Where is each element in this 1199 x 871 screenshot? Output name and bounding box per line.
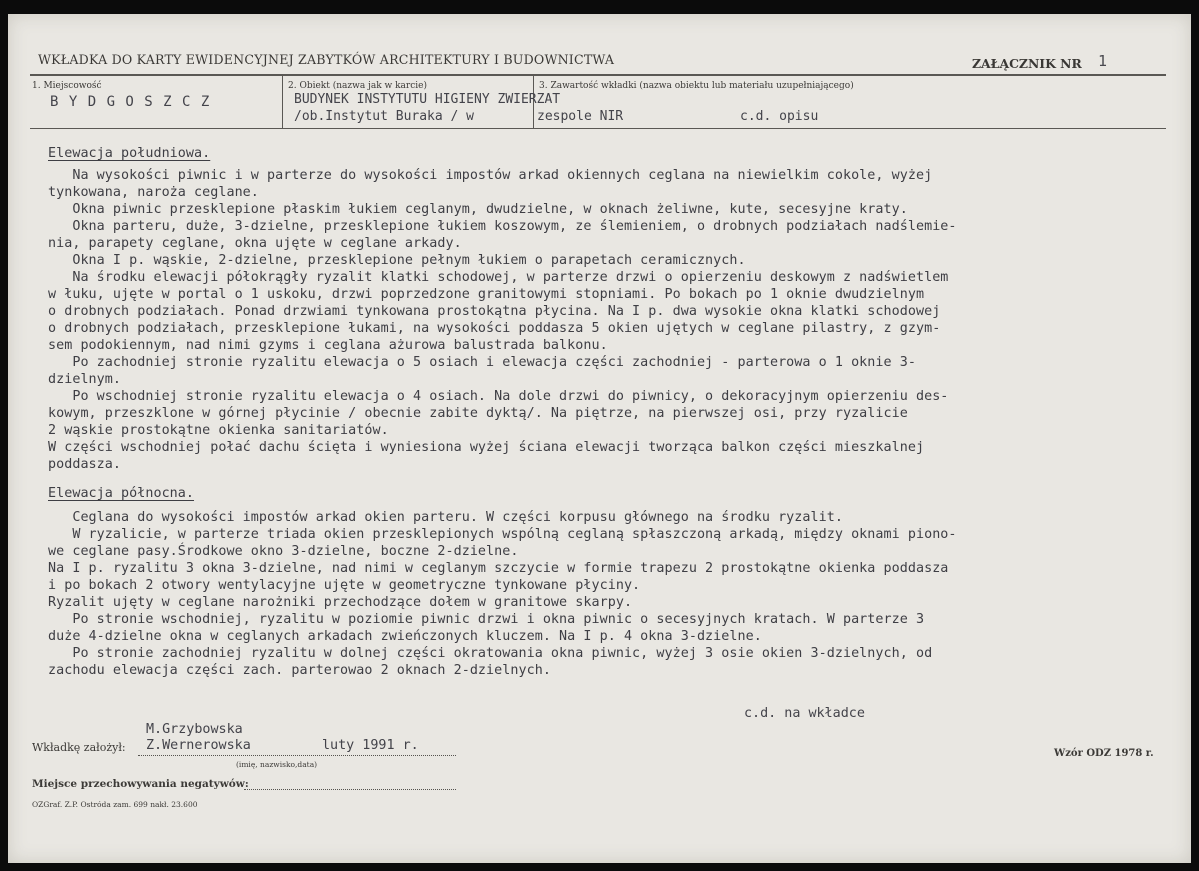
- object-caption: 2. Obiekt (nazwa jak w karcie): [288, 81, 427, 91]
- storage-label: Miejsce przechowywania negatywów:: [32, 778, 249, 790]
- body-line: w łuku, ujęte w portal o 1 uskoku, drzwi poprzedzone granitowymi stopniami. Po bokach po 1 oknie dwudzielnym: [48, 287, 925, 302]
- attachment-number: 1: [1098, 52, 1108, 70]
- body-line: Ryzalit ujęty w ceglane narożniki przechodzące dołem w granitowe skarpy.: [48, 595, 633, 610]
- body-line: Po stronie zachodniej ryzalitu w dolnej części okratowania okna piwnic, wyżej 3 osie okien 3-dzielnych, od: [48, 646, 933, 661]
- body-line: i po bokach 2 otwory wentylacyjne ujęte w geometryczne tynkowane płyciny.: [48, 578, 641, 593]
- section-heading-south: Elewacja południowa.: [48, 146, 211, 161]
- object-line-1: BUDYNEK INSTYTUTU HIGIENY ZWIERZAT: [294, 92, 561, 107]
- continued-note: c.d. na wkładce: [744, 706, 865, 721]
- content-caption: 3. Zawartość wkładki (nazwa obiektu lub materiału uzupełniającego): [539, 81, 854, 91]
- author-1: M.Grzybowska: [146, 722, 243, 737]
- locality-value: B Y D G O S Z C Z: [50, 94, 211, 110]
- field-divider-1: [282, 75, 283, 129]
- body-line: zachodu elewacja części zach. parterowao 2 oknach 2-dzielnych.: [48, 663, 551, 678]
- body-line: Okna I p. wąskie, 2-dzielne, przesklepione pełnym łukiem o parapetach ceramicznych.: [48, 253, 746, 268]
- inventory-card-insert: [8, 14, 1191, 863]
- signature-caption: (imię, nazwisko,data): [236, 760, 318, 769]
- body-line: Po wschodniej stronie ryzalitu elewacja o 4 osiach. Na dole drzwi do piwnicy, o dekoracyjnym opierzeniu des-: [48, 389, 949, 404]
- body-line: kowym, przeszklone w górnej płycinie / obecnie zabite dyktą/. Na piętrze, na pierwszej osi, przy ryzalicie: [48, 406, 908, 421]
- attachment-label: ZAŁĄCZNIK NR: [972, 56, 1082, 71]
- body-line: dzielnym.: [48, 372, 122, 387]
- body-line: Na wysokości piwnic i w parterze do wysokości impostów arkad okiennych ceglana na niewielkim cokole, wyżej: [48, 168, 933, 183]
- form-title: WKŁADKA DO KARTY EWIDENCYJNEJ ZABYTKÓW ARCHITEKTURY I BUDOWNICTWA: [38, 52, 615, 67]
- printer-note: OZGraf. Z.P. Ostróda zam. 699 nakł. 23.600: [32, 800, 198, 809]
- section-heading-north: Elewacja północna.: [48, 486, 195, 501]
- body-line: Okna piwnic przesklepione płaskim łukiem ceglanym, dwudzielne, w oknach żeliwne, kute, secesyjne kraty.: [48, 202, 908, 217]
- body-line: o drobnych podziałach. Ponad drzwiami tynkowana prostokątna płycina. Na I p. dwa wysokie okna klatki schodowej: [48, 304, 941, 319]
- header-rule-top: [30, 74, 1166, 76]
- body-line: Po stronie wschodniej, ryzalitu w poziomie piwnic drzwi i okna piwnic o secesyjnych kratach. W parterze 3: [48, 612, 925, 627]
- form-code: Wzór ODZ 1978 r.: [1054, 748, 1154, 759]
- body-line: Na środku elewacji półokrągły ryzalit klatki schodowej, w parterze drzwi o opierzeniu deskowym z nadświetlem: [48, 270, 949, 285]
- body-line: duże 4-dzielne okna w ceglanych arkadach zwieńczonych kluczem. Na I p. 4 okna 3-dzielne.: [48, 629, 762, 644]
- object-line-2: /ob.Instytut Buraka / w: [294, 109, 475, 124]
- body-line: we ceglane pasy.Środkowe okno 3-dzielne, boczne 2-dzielne.: [48, 544, 519, 559]
- body-line: Po zachodniej stronie ryzalitu elewacja o 5 osiach i elewacja części zachodniej - parterowa o 1 oknie 3-: [48, 355, 916, 370]
- content-line-2b: c.d. opisu: [740, 109, 819, 124]
- body-line: tynkowana, naroża ceglane.: [48, 185, 259, 200]
- date: luty 1991 r.: [322, 738, 419, 753]
- locality-caption: 1. Miejscowość: [32, 81, 102, 91]
- signature-line: [138, 755, 456, 756]
- body-line: 2 wąskie prostokątne okienka sanitariatów.: [48, 423, 389, 438]
- author-2: Z.Wernerowska: [146, 738, 251, 753]
- storage-line: [244, 789, 456, 790]
- body-line: W części wschodniej połać dachu ścięta i wyniesiona wyżej ściana elewacji tworząca balkon części mieszkalnej: [48, 440, 925, 455]
- prepared-by-label: Wkładkę założył:: [32, 741, 126, 754]
- header-rule-bottom: [30, 128, 1166, 129]
- content-line-2a: zespole NIR: [537, 109, 624, 124]
- body-line: poddasza.: [48, 457, 122, 472]
- body-line: nia, parapety ceglane, okna ujęte w ceglane arkady.: [48, 236, 462, 251]
- body-line: Na I p. ryzalitu 3 okna 3-dzielne, nad nimi w ceglanym szczycie w formie trapezu 2 prostokątne okienka poddasza: [48, 561, 949, 576]
- body-line: sem podokiennym, nad nimi gzyms i ceglana ażurowa balustrada balkonu.: [48, 338, 608, 353]
- body-line: W ryzalicie, w parterze triada okien przesklepionych wspólną ceglaną spłaszczoną arkadą, między oknami piono-: [48, 527, 957, 542]
- body-line: Ceglana do wysokości impostów arkad okien parteru. W części korpusu głównego na środku ryzalit.: [48, 510, 843, 525]
- body-line: Okna parteru, duże, 3-dzielne, przesklepione łukiem koszowym, ze ślemieniem, o drobnych podziałach nadślemie-: [48, 219, 957, 234]
- body-line: o drobnych podziałach, przesklepione łukami, na wysokości poddasza 5 okien ujętych w ceglane pilastry, z gzym-: [48, 321, 941, 336]
